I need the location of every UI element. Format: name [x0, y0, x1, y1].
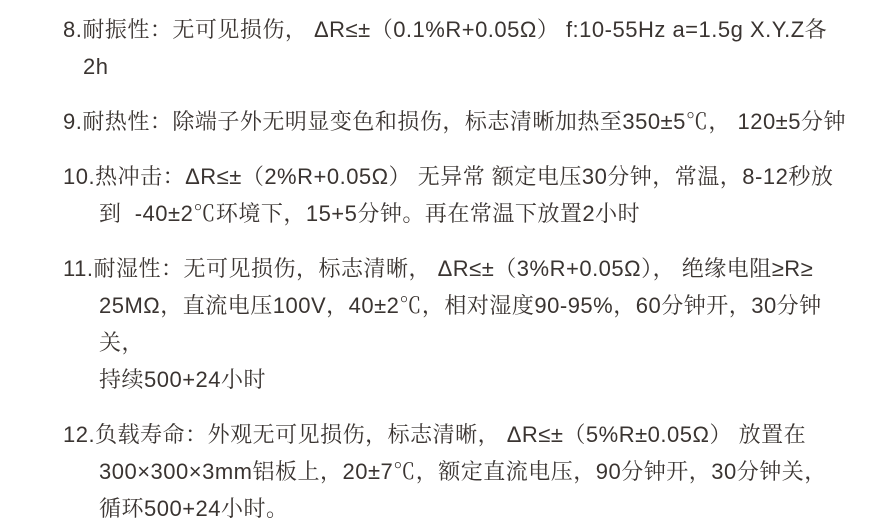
spec-line: 12.负载寿命：外观无可见损伤，标志清晰， ΔR≤±（5%R±0.05Ω） 放置在: [63, 422, 807, 447]
spec-line: 9.耐热性：除端子外无明显变色和损伤，标志清晰加热至350±5℃， 120±5分钟: [63, 109, 846, 134]
spec-line: 8.耐振性：无可见损伤， ΔR≤±（0.1%R+0.05Ω） f:10-55Hz a=1.5g X.Y.Z各: [63, 17, 828, 42]
spec-item-10-thermal-shock: [63, 158, 849, 232]
spec-item-12-load-life: [63, 416, 849, 527]
spec-line: 11.耐湿性：无可见损伤，标志清晰， ΔR≤±（3%R+0.05Ω）， 绝缘电阻≥R≥: [63, 256, 814, 281]
spec-line: 10.热冲击：ΔR≤±（2%R+0.05Ω） 无异常 额定电压30分钟，常温，8-12秒放: [63, 164, 834, 189]
spec-line: 25MΩ，直流电压100V，40±2℃，相对湿度90-95%，60分钟开，30分钟关，: [99, 293, 822, 355]
spec-line: 循环500+24小时。: [99, 496, 289, 521]
spec-line: 持续500+24小时: [99, 367, 267, 392]
spec-item-11-moisture-resistance: [63, 250, 849, 398]
spec-item-9-heat-resistance: [63, 103, 849, 140]
spec-item-8-vibration: [63, 11, 849, 85]
spec-line: 2h: [83, 54, 109, 79]
spec-line: 到 -40±2℃环境下，15+5分钟。再在常温下放置2小时: [99, 201, 641, 226]
spec-line: 300×300×3mm铝板上，20±7℃，额定直流电压，90分钟开，30分钟关，: [99, 459, 827, 484]
